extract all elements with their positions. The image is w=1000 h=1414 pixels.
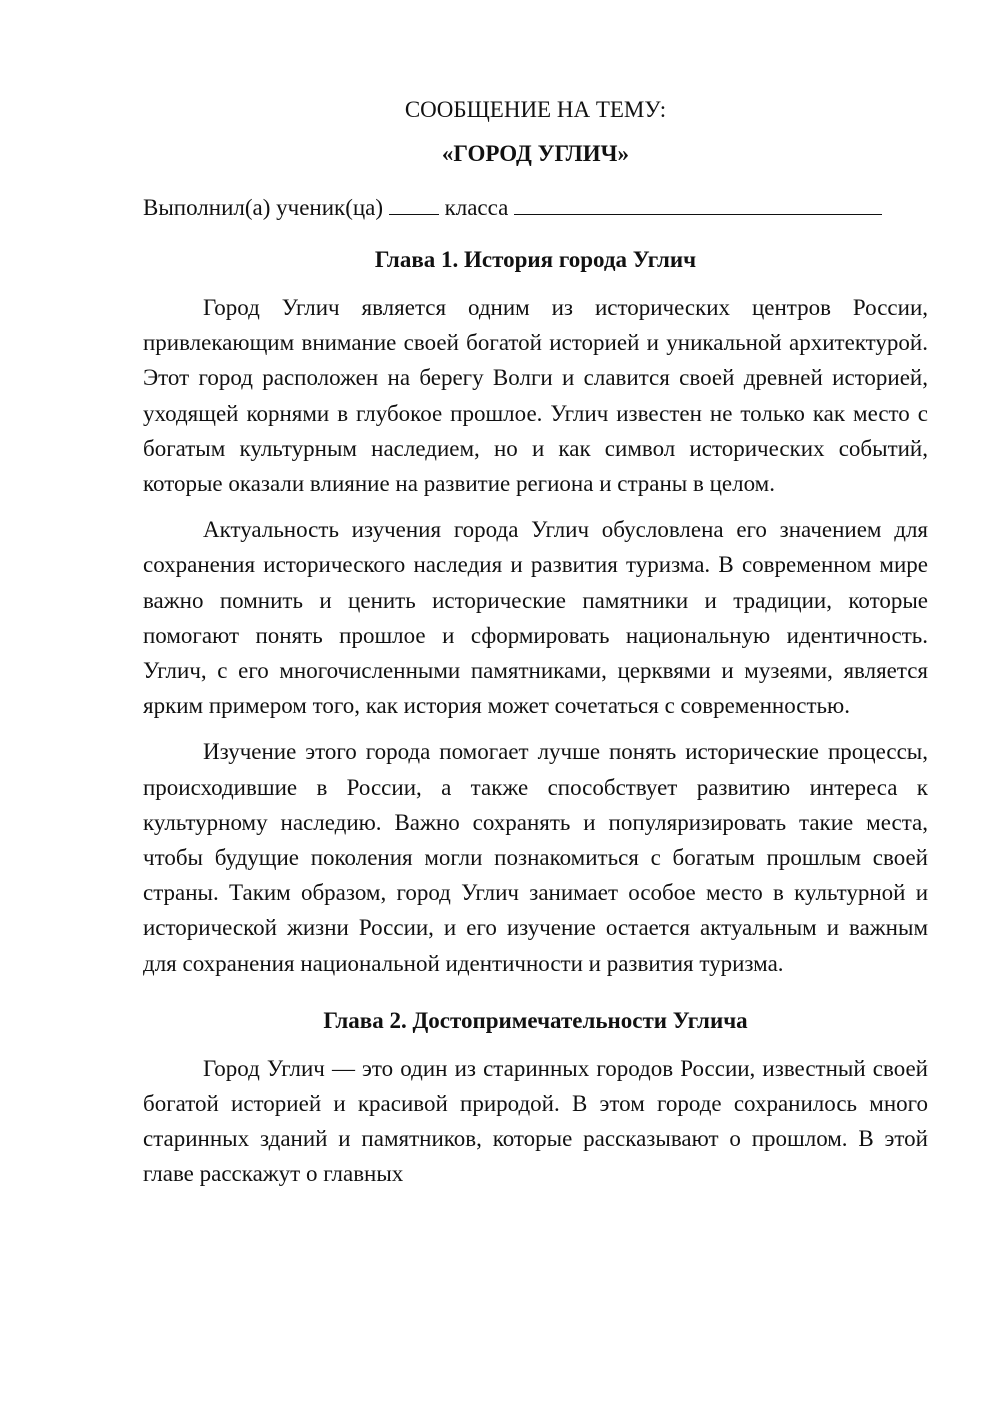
chapter-1-paragraph: Актуальность изучения города Углич обусловлена его значением для сохранения исторического наследия и развития туризма. В современном мире важно помнить и ценить исторические памятники и традиции, которые помогают понять прошлое и сформировать национальную идентичность. Углич, с его многочисленными памятниками, церквями и музеями, является ярким примером того, как история может сочетаться с современностью. <box>143 517 928 719</box>
document-title: СООБЩЕНИЕ НА ТЕМУ: <box>404 97 667 122</box>
document-page <box>143 94 928 1203</box>
chapter-1-paragraph: Город Углич является одним из исторических центров России, привлекающим внимание своей богатой историей и уникальной архитектурой. Этот город расположен на берегу Волги и славится своей древней историей, уходящей корнями в глубокое прошлое. Углич известен не только как место с богатым культурным наследием, но и как символ исторических событий, которые оказали влияние на развитие региона и страны в целом. <box>143 295 928 497</box>
document-subtitle: «ГОРОД УГЛИЧ» <box>441 141 630 166</box>
student-name-blank <box>514 192 882 215</box>
class-number-blank <box>389 192 439 215</box>
author-middle: класса <box>444 195 509 220</box>
chapter-2-heading: Глава 2. Достопримечательности Углича <box>323 1007 748 1033</box>
chapter-1-paragraph: Изучение этого города помогает лучше понять исторические процессы, происходившие в России, а также способствует развитию интереса к культурному наследию. Важно сохранять и популяризировать такие места, чтобы будущие поколения могли познакомиться с богатым прошлым своей страны. Таким образом, город Углич занимает особое место в культурной и исторической жизни России, и его изучение остается актуальным и важным для сохранения национальной идентичности и развития туризма. <box>143 739 928 976</box>
chapter-1-heading: Глава 1. История города Углич <box>374 247 697 272</box>
author-prefix: Выполнил(а) ученик(ца) <box>143 195 384 220</box>
chapter-2-paragraph: Город Углич — это один из старинных городов России, известный своей богатой историей и красивой природой. В этом городе сохранилось много старинных зданий и памятников, которые рассказывают о прошлом. В этой главе расскажут о главных <box>143 1055 928 1187</box>
author-line <box>143 192 928 224</box>
